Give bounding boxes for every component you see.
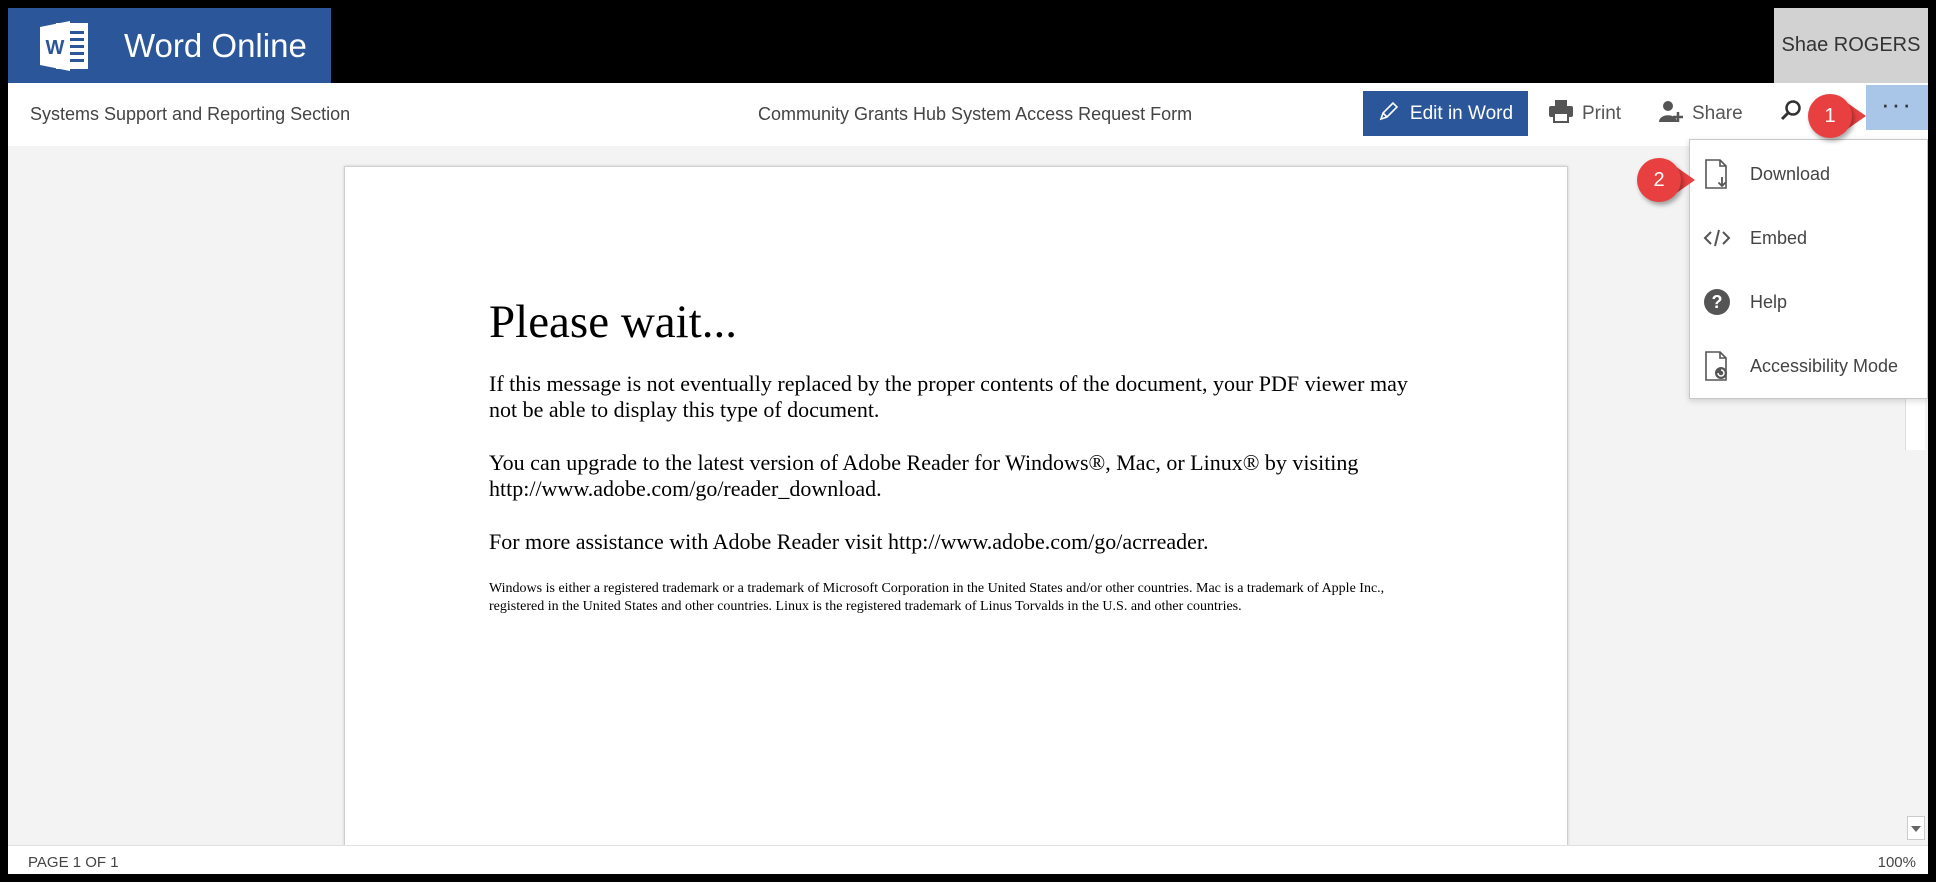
paragraph: You can upgrade to the latest version of Adobe Reader for Windows®, Mac, or Linux® by visiting http://www.adobe.com/go/reader_download. [489, 450, 1359, 501]
paragraph: If this message is not eventually replaced by the proper contents of the document, your PDF viewer may not be able to display this type of document. [489, 371, 1408, 422]
suite-bar [8, 8, 1928, 83]
callout-number: 2 [1637, 158, 1681, 202]
svg-text:W: W [45, 36, 65, 59]
page-count: PAGE 1 OF 1 [28, 854, 119, 871]
document-title: Community Grants Hub System Access Request Form [758, 104, 1193, 124]
menu-item-label: Accessibility Mode [1750, 355, 1899, 376]
app-window [8, 8, 1928, 874]
share-button[interactable] [1658, 91, 1743, 136]
more-options-button[interactable] [1866, 85, 1928, 130]
page-heading: Please wait... [489, 296, 737, 348]
breadcrumb[interactable]: Systems Support and Reporting Section [30, 104, 351, 124]
print-label: Print [1582, 102, 1622, 124]
zoom-level[interactable]: 100% [1877, 854, 1916, 871]
embed-icon [1702, 223, 1732, 253]
pencil-icon [1378, 100, 1400, 128]
word-logo-icon [36, 15, 98, 77]
menu-item-label: Help [1750, 291, 1788, 312]
print-button[interactable] [1548, 91, 1621, 136]
status-bar [8, 845, 1928, 874]
menu-item-help[interactable] [1690, 276, 1928, 328]
share-label: Share [1692, 102, 1743, 124]
scroll-down-button[interactable] [1907, 816, 1925, 840]
page-content [489, 295, 1429, 616]
accessibility-icon [1702, 351, 1732, 381]
trademark-footnote: Windows is either a registered trademark or a trademark of Microsoft Corporation in the United States and/or other countries. Mac is a trademark of Apple Inc., registered in the United States and other countries. Linux is the registered trademark of Linus Torvalds in the U.S. and other countries. [489, 581, 1385, 614]
command-bar [8, 83, 1928, 146]
svg-text:?: ? [1711, 292, 1723, 312]
help-icon [1702, 287, 1732, 317]
menu-item-embed[interactable] [1690, 212, 1928, 264]
triangle-down-icon [1911, 819, 1921, 837]
menu-item-label: Embed [1750, 227, 1808, 248]
menu-item-label: Download [1750, 163, 1831, 184]
edit-in-word-label: Edit in Word [1409, 102, 1514, 124]
download-icon [1702, 159, 1732, 189]
app-title: Word Online [124, 26, 307, 64]
callout-number: 1 [1808, 94, 1852, 138]
app-brand[interactable] [8, 8, 331, 83]
menu-item-download[interactable] [1690, 148, 1928, 200]
more-options-menu [1689, 139, 1928, 399]
user-account-button[interactable]: Shae ROGERS [1774, 8, 1928, 83]
printer-icon [1548, 99, 1574, 129]
paragraph: For more assistance with Adobe Reader visit http://www.adobe.com/go/acrreader. [489, 529, 1209, 554]
share-person-icon [1658, 98, 1684, 130]
search-button[interactable] [1774, 91, 1808, 136]
document-page [344, 166, 1568, 866]
menu-item-accessibility-mode[interactable] [1690, 340, 1928, 392]
document-canvas[interactable] [8, 146, 1928, 845]
ellipsis-icon: ··· [1881, 88, 1913, 119]
search-icon [1779, 99, 1803, 129]
edit-in-word-button[interactable] [1363, 91, 1528, 136]
